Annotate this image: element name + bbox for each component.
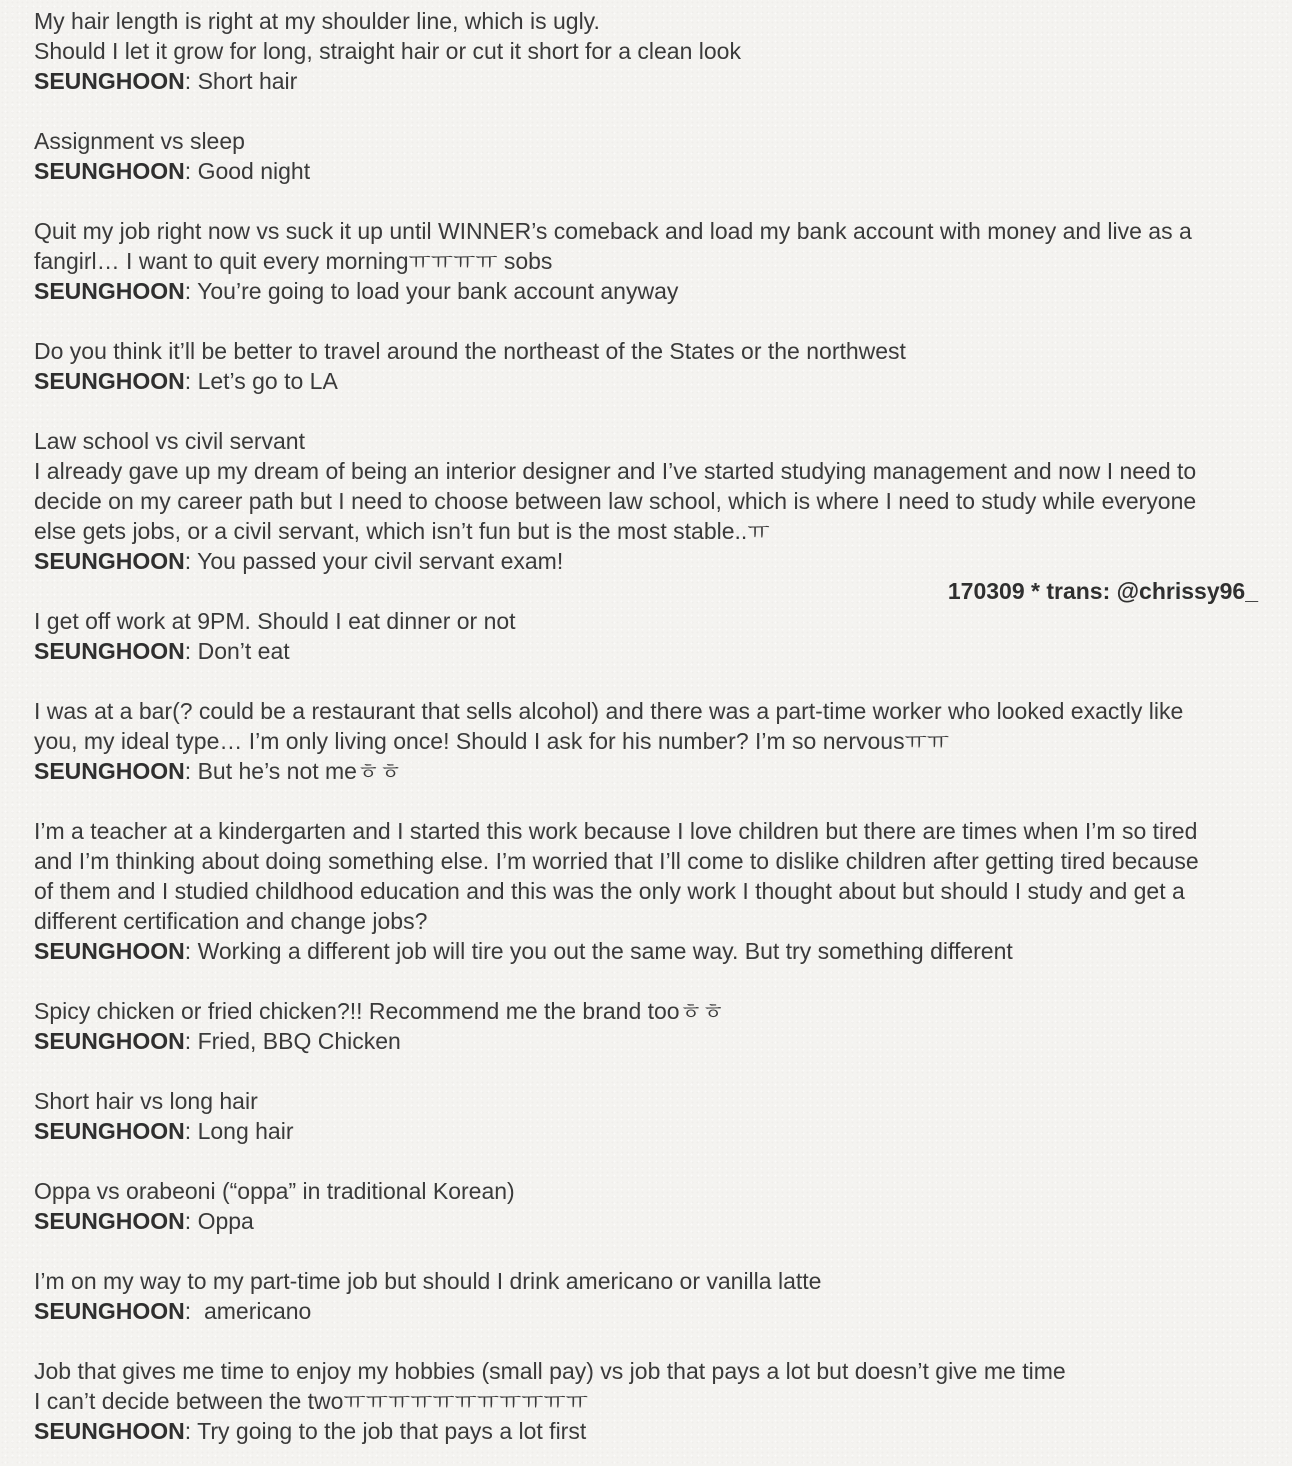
qa-entry bbox=[34, 6, 1252, 96]
answer-separator: : bbox=[184, 158, 192, 184]
question-line: different certification and change jobs? bbox=[34, 908, 428, 934]
answer-line bbox=[34, 1206, 1252, 1236]
answer-text: Good night bbox=[191, 158, 311, 184]
answer-text: Long hair bbox=[191, 1118, 294, 1144]
speaker-name: SEUNGHOON bbox=[34, 638, 185, 664]
qa-entry bbox=[34, 1176, 1252, 1236]
question-line: I’m on my way to my part-time job but should I drink americano or vanilla latte bbox=[34, 1268, 822, 1294]
answer-separator: : bbox=[184, 1028, 192, 1054]
qa-entry bbox=[34, 216, 1252, 306]
blank-line bbox=[34, 396, 1252, 426]
answer-line bbox=[34, 1026, 1252, 1056]
question-line: Short hair vs long hair bbox=[34, 1088, 258, 1114]
answer-line bbox=[34, 1416, 1252, 1446]
answer-separator: : bbox=[184, 278, 192, 304]
speaker-name: SEUNGHOON bbox=[34, 68, 185, 94]
speaker-name: SEUNGHOON bbox=[34, 548, 185, 574]
answer-text: Don’t eat bbox=[191, 638, 290, 664]
blank-line bbox=[34, 96, 1252, 126]
answer-separator: : bbox=[184, 758, 192, 784]
blank-line bbox=[34, 1146, 1252, 1176]
blank-line bbox=[34, 1236, 1252, 1266]
speaker-name: SEUNGHOON bbox=[34, 1418, 185, 1444]
blank-line bbox=[34, 306, 1252, 336]
question-line: Law school vs civil servant bbox=[34, 428, 305, 454]
question-line: I get off work at 9PM. Should I eat dinner or not bbox=[34, 608, 516, 634]
answer-text: americano bbox=[191, 1298, 312, 1324]
speaker-name: SEUNGHOON bbox=[34, 758, 185, 784]
answer-separator: : bbox=[184, 1118, 192, 1144]
answer-separator: : bbox=[184, 368, 192, 394]
question-line: and I’m thinking about doing something else. I’m worried that I’ll come to dislike children after getting tired because bbox=[34, 848, 1199, 874]
question-line: you, my ideal type… I’m only living once! Should I ask for his number? I’m so nervousㅠㅠ bbox=[34, 728, 949, 754]
answer-line bbox=[34, 546, 1252, 576]
answer-line bbox=[34, 66, 1252, 96]
question-line: else gets jobs, or a civil servant, which isn’t fun but is the most stable..ㅠ bbox=[34, 518, 770, 544]
answer-line bbox=[34, 366, 1252, 396]
answer-separator: : bbox=[184, 638, 192, 664]
speaker-name: SEUNGHOON bbox=[34, 1208, 185, 1234]
qa-entry bbox=[34, 1086, 1252, 1146]
answer-separator: : bbox=[184, 1208, 192, 1234]
answer-separator: : bbox=[184, 1298, 192, 1324]
speaker-name: SEUNGHOON bbox=[34, 1028, 185, 1054]
answer-line bbox=[34, 1116, 1252, 1146]
answer-line bbox=[34, 1296, 1252, 1326]
question-line: Assignment vs sleep bbox=[34, 128, 245, 154]
blank-line bbox=[34, 1326, 1252, 1356]
answer-text: Oppa bbox=[191, 1208, 254, 1234]
answer-text: Working a different job will tire you out the same way. But try something different bbox=[191, 938, 1013, 964]
qa-entry bbox=[34, 1356, 1252, 1446]
qa-entry bbox=[34, 696, 1252, 786]
blank-line bbox=[34, 786, 1252, 816]
answer-line bbox=[34, 936, 1252, 966]
answer-separator: : bbox=[184, 938, 192, 964]
question-line: My hair length is right at my shoulder line, which is ugly. bbox=[34, 8, 600, 34]
question-line: Spicy chicken or fried chicken?!! Recommend me the brand tooㅎㅎ bbox=[34, 998, 725, 1024]
speaker-name: SEUNGHOON bbox=[34, 1298, 185, 1324]
question-line: I was at a bar(? could be a restaurant that sells alcohol) and there was a part-time worker who looked exactly like bbox=[34, 698, 1184, 724]
qa-entry bbox=[34, 816, 1252, 966]
qa-entry bbox=[34, 996, 1252, 1056]
speaker-name: SEUNGHOON bbox=[34, 938, 185, 964]
question-line: Should I let it grow for long, straight hair or cut it short for a clean look bbox=[34, 38, 741, 64]
answer-text: Let’s go to LA bbox=[191, 368, 338, 394]
answer-text: But he’s not meㅎㅎ bbox=[191, 758, 402, 784]
qa-entry bbox=[34, 606, 1252, 666]
speaker-name: SEUNGHOON bbox=[34, 158, 185, 184]
question-line: Job that gives me time to enjoy my hobbies (small pay) vs job that pays a lot but doesn’t give me time bbox=[34, 1358, 1066, 1384]
answer-line bbox=[34, 636, 1252, 666]
question-line: I can’t decide between the twoㅠㅠㅠㅠㅠㅠㅠㅠㅠㅠㅠ bbox=[34, 1388, 588, 1414]
answer-line bbox=[34, 156, 1252, 186]
question-line: Quit my job right now vs suck it up until WINNER’s comeback and load my bank account with money and live as a bbox=[34, 218, 1192, 244]
blank-line bbox=[34, 1056, 1252, 1086]
answer-text: Try going to the job that pays a lot first bbox=[191, 1418, 587, 1444]
answer-separator: : bbox=[184, 548, 192, 574]
answer-separator: : bbox=[184, 1418, 192, 1444]
answer-separator: : bbox=[184, 68, 192, 94]
question-line: decide on my career path but I need to choose between law school, which is where I need to study while everyone bbox=[34, 488, 1197, 514]
answer-line bbox=[34, 756, 1252, 786]
qa-entry bbox=[34, 336, 1252, 396]
speaker-name: SEUNGHOON bbox=[34, 368, 185, 394]
answer-text: Short hair bbox=[191, 68, 298, 94]
question-line: of them and I studied childhood education and this was the only work I thought about but should I study and get a bbox=[34, 878, 1185, 904]
question-line: fangirl… I want to quit every morningㅠㅠㅠㅠ sobs bbox=[34, 248, 553, 274]
translation-credit: 170309 * trans: @chrissy96_ bbox=[947, 578, 1258, 604]
question-line: Do you think it’ll be better to travel around the northeast of the States or the northwest bbox=[34, 338, 906, 364]
blank-line bbox=[34, 666, 1252, 696]
answer-text: You’re going to load your bank account anyway bbox=[191, 278, 679, 304]
blank-line bbox=[34, 186, 1252, 216]
question-line: I already gave up my dream of being an interior designer and I’ve started studying management and now I need to bbox=[34, 458, 1197, 484]
qa-entry bbox=[34, 126, 1252, 186]
answer-text: Fried, BBQ Chicken bbox=[191, 1028, 401, 1054]
answer-text: You passed your civil servant exam! bbox=[191, 548, 564, 574]
speaker-name: SEUNGHOON bbox=[34, 278, 185, 304]
question-line: Oppa vs orabeoni (“oppa” in traditional Korean) bbox=[34, 1178, 515, 1204]
speaker-name: SEUNGHOON bbox=[34, 1118, 185, 1144]
question-line: I’m a teacher at a kindergarten and I started this work because I love children but there are times when I’m so tired bbox=[34, 818, 1198, 844]
answer-line bbox=[34, 276, 1252, 306]
blank-line bbox=[34, 966, 1252, 996]
qa-entry bbox=[34, 1266, 1252, 1326]
qa-entry bbox=[34, 426, 1252, 576]
